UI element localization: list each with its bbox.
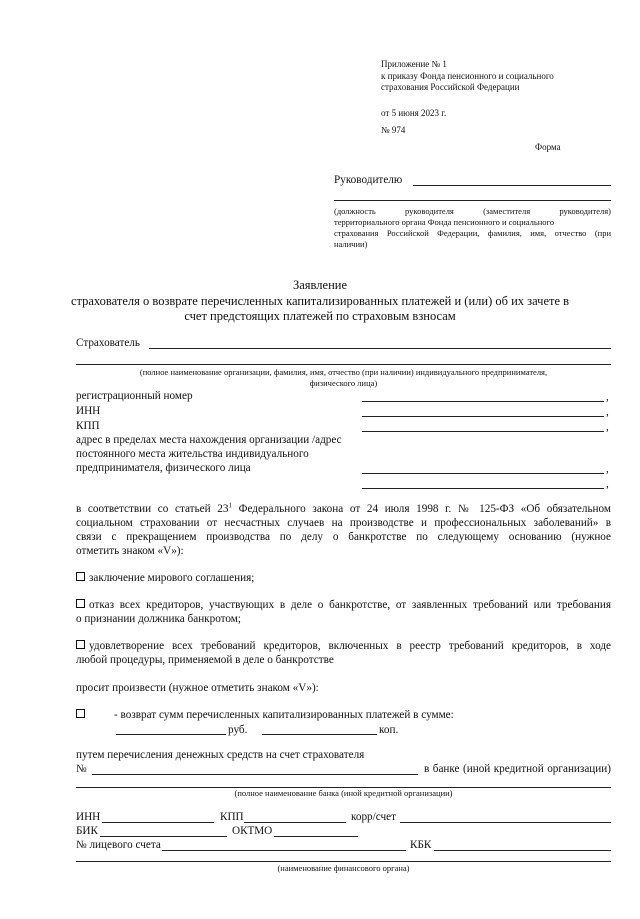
account-no-label: № [76,763,87,775]
option-2-cont: о признании должника банкротом; [76,613,241,625]
kop-field[interactable] [262,734,377,735]
rub-label: руб. [228,724,248,736]
basis-line-1 [76,502,611,517]
appendix-date: от 5 июня 2023 г. [381,108,447,118]
addressee-label: Руководителю [334,174,403,186]
addressee-caption-1: (должность руководителя (заместителя руководителя) [334,206,611,216]
personal-account-label: № лицевого счета [76,839,161,851]
appendix-line-3: страхования Российской Федерации [381,82,520,92]
oktmo-field[interactable] [274,836,358,837]
addressee-caption-2: территориального органа Фонда пенсионного и социального [334,217,555,227]
address-field-2[interactable] [362,488,604,489]
address-field-1[interactable] [362,473,604,474]
address-label-1: адрес в пределах места нахождения организации /адрес [76,434,342,446]
corr-account-label: корр/счет [351,811,396,823]
refund-option [76,708,89,723]
document-subtitle-2: счет предстоящих платежей по страховым взносам [184,309,456,323]
document-title: Заявление [292,278,347,292]
kbk-field[interactable] [434,850,611,851]
account-number-field[interactable] [92,774,418,775]
bik-field[interactable] [100,836,227,837]
basis-line-2: социальном страховании от несчастных случаев на производстве и профессиональных заболеваний» в [76,517,611,529]
transfer-label: путем перечисления денежных средств на счет страхователя [76,749,365,761]
appendix-number: № 974 [381,125,406,135]
fin-organ-field[interactable] [76,861,611,862]
document-subtitle-1: страхователя о возврате перечисленных капитализированных платежей и (или) об их зачете в [70,294,570,308]
option-2-checkbox[interactable] [76,599,85,608]
appendix-line-2: к приказу Фонда пенсионного и социального [381,71,554,81]
inn-label: ИНН [76,405,101,417]
inn-field[interactable] [362,416,604,417]
in-bank-label: в банке (иной кредитной организации) [424,763,611,775]
appendix-line-1: Приложение № 1 [381,59,447,69]
bik-label: БИК [76,825,98,837]
address-label-3: предпринимателя, физического лица [76,462,251,474]
basis-line-4: отметить знаком «V»): [76,545,184,557]
address-label-2: постоянного места жительства индивидуального [76,448,309,460]
addressee-line-2[interactable] [334,200,611,201]
option-3-cont: любой процедуры, применяемой в деле о банкротстве [76,654,334,666]
option-3-label: удовлетворение всех требований кредиторов, включенных в реестр требований кредиторов, в ходе [89,640,611,652]
basis-line-3: связи с прекращением производства по делу о банкротстве по следующему основанию (нужное [76,531,611,543]
option-1 [76,571,254,586]
refund-label: - возврат сумм перечисленных капитализированных платежей в сумме: [114,709,454,721]
bank-kpp-label: КПП [220,811,244,823]
corr-account-field[interactable] [400,822,611,823]
refund-checkbox[interactable] [76,709,85,718]
insurer-caption-2: физического лица) [309,378,378,388]
option-1-checkbox[interactable] [76,572,85,581]
personal-account-field[interactable] [162,850,406,851]
comma: , [606,478,609,490]
rub-field[interactable] [116,734,226,735]
reg-number-label: регистрационный номер [76,390,193,402]
insurer-name-line-2[interactable] [76,364,611,365]
option-1-label: заключение мирового соглашения; [89,572,255,584]
addressee-line-1[interactable] [413,185,611,186]
comma: , [606,421,609,433]
addressee-caption-4: наличии) [334,239,368,249]
kpp-field[interactable] [362,431,604,432]
comma: , [606,463,609,475]
addressee-caption-3: страхования Российской Федерации, фамилия, имя, отчество (при [334,228,611,238]
kop-label: коп. [379,724,399,736]
insurer-name-line[interactable] [149,348,611,349]
bank-kpp-field[interactable] [244,822,346,823]
form-label: Форма [535,142,561,152]
option-3-checkbox[interactable] [76,640,85,649]
comma: , [606,406,609,418]
insurer-caption-1: (полное наименование организации, фамилия, имя, отчество (при наличии) индивидуального предпринимателя, [139,367,548,377]
option-3 [76,639,611,654]
comma: , [606,391,609,403]
bank-inn-field[interactable] [102,822,214,823]
oktmo-label: ОКТМО [232,825,273,837]
bank-inn-label: ИНН [76,811,101,823]
kpp-label: КПП [76,420,100,432]
reg-number-field[interactable] [362,401,604,402]
option-2-label: отказ всех кредиторов, участвующих в деле о банкротстве, от заявленных требований или требования [89,599,611,611]
bank-caption: (полное наименование банка (иной кредитной организации) [234,788,453,798]
insurer-label: Страхователь [76,337,141,349]
kbk-label: КБК [410,839,432,851]
basis-line-1a: в соответствии со статьей 23 [76,503,229,515]
basis-sup: 1 [228,501,232,510]
fin-organ-caption: (наименование финансового органа) [277,863,410,873]
option-2 [76,598,611,613]
basis-line-1b: Федерального закона от 24 июля 1998 г. № 125-ФЗ «Об обязательном [231,503,611,515]
request-label: просит произвести (нужное отметить знаком «V»): [76,682,319,694]
